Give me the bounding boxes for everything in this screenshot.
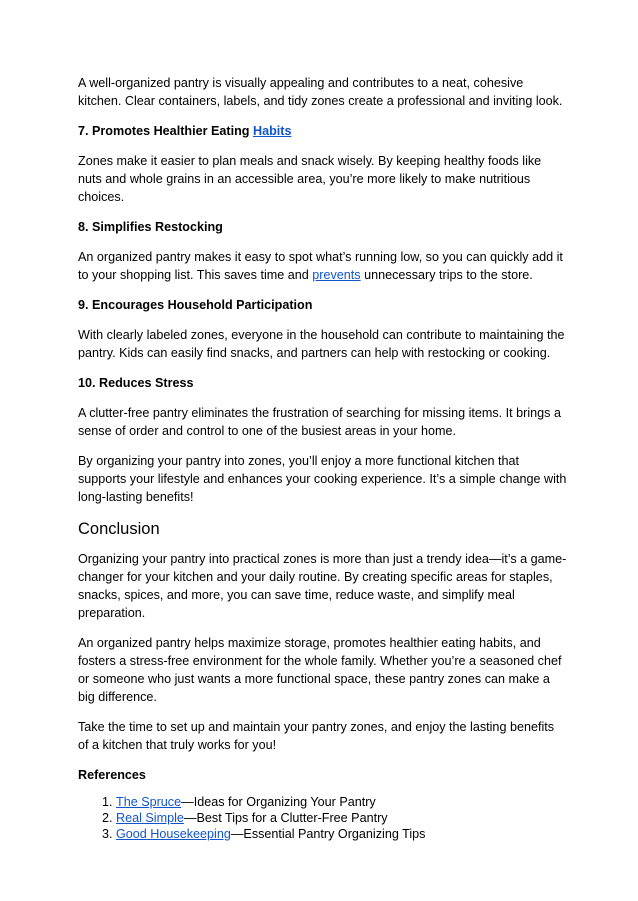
references-list	[78, 794, 568, 842]
section-8-body-text: An organized pantry makes it easy to spot what’s running low, so you can quickly add it to your shopping list. This saves time and	[78, 250, 563, 282]
section-10-summary: By organizing your pantry into zones, you’ll enjoy a more functional kitchen that supports your lifestyle and enhances your cooking experience. It’s a simple change with long-lasting benefits!	[78, 454, 567, 504]
section-7-heading-text: 7. Promotes Healthier Eating	[78, 124, 253, 138]
conclusion-paragraph-1: Organizing your pantry into practical zones is more than just a trendy idea—it’s a game-changer for your kitchen and your daily routine. By creating specific areas for staples, snacks, spices, and more, you can save time, reduce waste, and simplify meal preparation.	[78, 552, 567, 620]
habits-link[interactable]: Habits	[252, 124, 292, 138]
conclusion-paragraph-2: An organized pantry helps maximize storage, promotes healthier eating habits, and fosters a stress-free environment for the whole family. Whether you’re a seasoned chef or someone who just wants a more functional space, these pantry zones can make a big difference.	[78, 636, 562, 704]
conclusion-paragraph-3: Take the time to set up and maintain your pantry zones, and enjoy the lasting benefits of a kitchen that truly works for you!	[78, 720, 555, 752]
section-10-body: A clutter-free pantry eliminates the frustration of searching for missing items. It brings a sense of order and control to one of the busiest areas in your home.	[78, 406, 561, 438]
section-10-heading: 10. Reduces Stress	[78, 376, 194, 390]
reference-description: —Essential Pantry Organizing Tips	[230, 827, 426, 841]
section-8-body-tail: unnecessary trips to the store.	[360, 268, 533, 282]
reference-description: —Best Tips for a Clutter-Free Pantry	[183, 811, 388, 825]
real-simple-link[interactable]: Real Simple	[116, 811, 184, 825]
section-9-body: With clearly labeled zones, everyone in the household can contribute to maintaining the pantry. Kids can easily find snacks, and partners can help with restocking or cooking.	[78, 328, 565, 360]
conclusion-heading: Conclusion	[78, 520, 160, 538]
the-spruce-link[interactable]: The Spruce	[116, 795, 182, 809]
section-8-heading: 8. Simplifies Restocking	[78, 220, 223, 234]
section-7-heading	[78, 122, 568, 140]
reference-item	[116, 826, 568, 842]
section-8-body	[78, 248, 568, 284]
section-7-body: Zones make it easier to plan meals and snack wisely. By keeping healthy foods like nuts and whole grains in an accessible area, you’re more likely to make nutritious choices.	[78, 154, 542, 204]
references-heading: References	[78, 768, 146, 782]
reference-description: —Ideas for Organizing Your Pantry	[181, 795, 376, 809]
good-housekeeping-link[interactable]: Good Housekeeping	[116, 827, 231, 841]
prevents-link[interactable]: prevents	[312, 268, 361, 282]
reference-item	[116, 794, 568, 810]
section-9-heading: 9. Encourages Household Participation	[78, 298, 313, 312]
intro-paragraph: A well-organized pantry is visually appealing and contributes to a neat, cohesive kitchen. Clear containers, labels, and tidy zones create a professional and inviting look.	[78, 76, 563, 108]
reference-item	[116, 810, 568, 826]
document-page	[78, 74, 568, 842]
